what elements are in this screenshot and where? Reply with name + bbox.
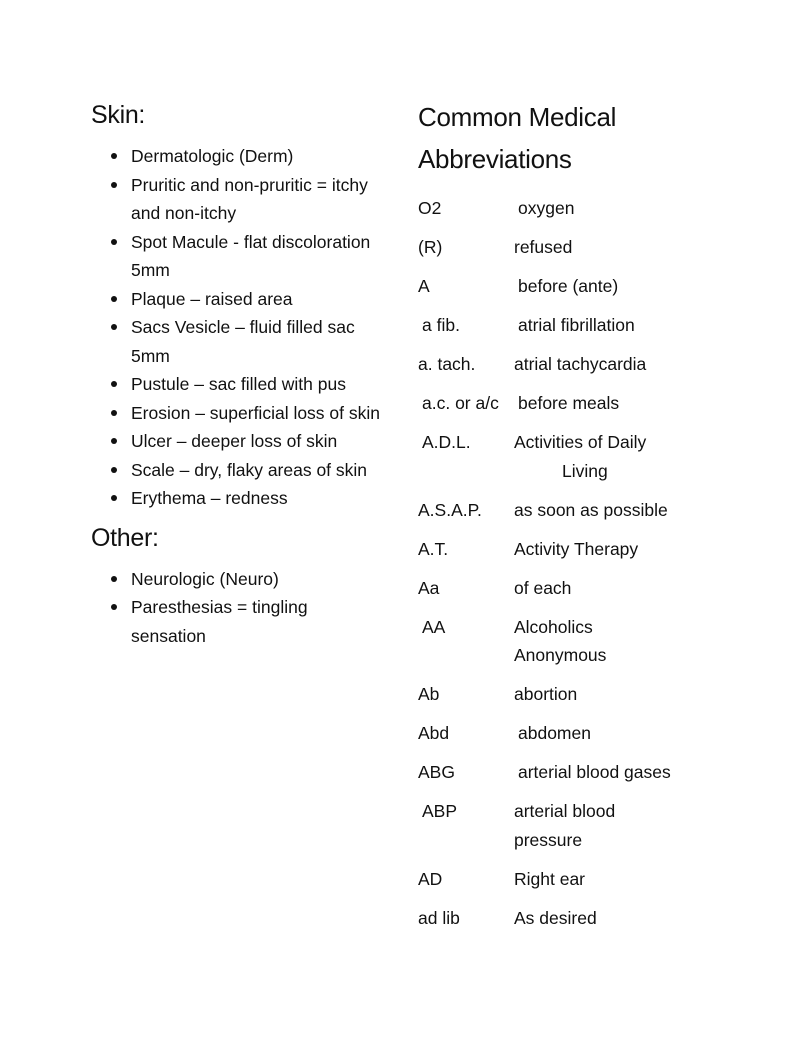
bullet-icon (111, 239, 117, 245)
abbr-definition: arterial blood gases (518, 762, 671, 782)
abbr-definition-line-1: Activities of Daily (514, 432, 647, 452)
list-item (91, 484, 381, 513)
bullet-icon (111, 153, 117, 159)
abbr-term: ABG (418, 762, 455, 782)
list-item-text: Paresthesias = tingling sensation (131, 597, 308, 646)
table-row (418, 350, 718, 379)
abbr-definition: as soon as possible (514, 499, 668, 520)
abbr-definition: oxygen (518, 198, 575, 218)
list-item (91, 399, 381, 428)
list-item (91, 171, 381, 228)
list-item-text: Scale – dry, flaky areas of skin (131, 459, 368, 480)
other-list (91, 565, 391, 651)
bullet-icon (111, 182, 117, 188)
abbr-definition: before meals (518, 393, 620, 413)
list-item (91, 285, 381, 314)
abbr-term: (R) (418, 237, 443, 257)
table-row (418, 535, 718, 564)
table-row (418, 680, 718, 709)
abbreviation-table (418, 194, 718, 932)
abbr-term: a fib. (422, 315, 460, 335)
table-row (418, 311, 718, 340)
skin-heading: Skin: (91, 101, 146, 129)
table-row (418, 719, 718, 748)
abbr-term: a.c. or a/c (422, 393, 499, 413)
other-heading: Other: (91, 523, 159, 552)
right-column (418, 96, 718, 943)
table-row (418, 389, 718, 418)
list-item-text: Pruritic and non-pruritic = itchy and non-itchy (131, 174, 368, 223)
table-row (418, 613, 718, 670)
table-row (418, 428, 718, 485)
list-item-text: Pustule – sac filled with pus (131, 374, 346, 394)
bullet-icon (111, 467, 117, 473)
abbr-term: A.S.A.P. (418, 499, 482, 520)
abbr-definition: arterial blood pressure (514, 801, 616, 850)
abbr-definition: As desired (514, 907, 597, 928)
abbr-definition: of each (514, 577, 572, 598)
bullet-icon (111, 381, 117, 387)
list-item-text: Sacs Vesicle – fluid filled sac 5mm (131, 317, 355, 366)
title-line-2: Abbreviations (418, 144, 572, 174)
abbr-term: AA (422, 616, 446, 637)
table-row (418, 904, 718, 933)
title-line-1: Common Medical (418, 102, 617, 132)
abbr-definition-line-2: Living (562, 460, 608, 481)
abbr-term: a. tach. (418, 354, 476, 374)
list-item (91, 593, 381, 650)
abbr-term: A.T. (418, 538, 449, 559)
abbr-definition: Right ear (514, 868, 586, 889)
list-item-text: Dermatologic (Derm) (131, 146, 294, 166)
abbr-definition: before (ante) (518, 276, 619, 296)
abbr-definition: abortion (514, 684, 578, 704)
abbr-definition: Activity Therapy (514, 538, 639, 559)
bullet-icon (111, 438, 117, 444)
table-row (418, 574, 718, 603)
bullet-icon (111, 324, 117, 330)
abbr-term: ABP (422, 801, 458, 821)
abbr-term: Abd (418, 723, 450, 743)
list-item (91, 142, 381, 171)
list-item-text: Spot Macule - flat discoloration 5mm (131, 231, 371, 280)
list-item (91, 565, 381, 594)
list-item (91, 313, 381, 370)
bullet-icon (111, 296, 117, 302)
table-row (418, 758, 718, 787)
abbr-definition: refused (514, 237, 573, 257)
list-item-text: Plaque – raised area (131, 288, 293, 309)
list-item-text: Ulcer – deeper loss of skin (131, 431, 338, 451)
bullet-icon (111, 576, 117, 582)
table-row (418, 194, 718, 223)
abbr-term: AD (418, 868, 443, 889)
list-item (91, 427, 381, 456)
abbr-definition: atrial fibrillation (518, 315, 635, 335)
table-row (418, 272, 718, 301)
abbr-term: O2 (418, 198, 442, 218)
table-row (418, 865, 718, 894)
list-item (91, 456, 381, 485)
skin-list (91, 142, 391, 513)
abbr-term: Ab (418, 684, 440, 704)
abbr-term: A.D.L. (422, 432, 471, 452)
bullet-icon (111, 410, 117, 416)
bullet-icon (111, 604, 117, 610)
abbr-definition: abdomen (518, 723, 591, 743)
list-item-text: Erythema – redness (131, 488, 288, 508)
table-row (418, 797, 718, 854)
list-item (91, 228, 381, 285)
abbr-term: ad lib (418, 907, 460, 928)
list-item (91, 370, 381, 399)
table-row (418, 496, 718, 525)
abbr-term: Aa (418, 577, 440, 598)
left-column (91, 98, 391, 650)
abbr-term: A (418, 276, 430, 296)
table-row (418, 233, 718, 262)
bullet-icon (111, 495, 117, 501)
abbr-definition (514, 428, 699, 485)
abbr-definition: atrial tachycardia (514, 354, 647, 374)
list-item-text: Erosion – superficial loss of skin (131, 402, 380, 423)
abbr-definition: Alcoholics Anonymous (514, 616, 607, 665)
page-title (418, 96, 718, 180)
list-item-text: Neurologic (Neuro) (131, 568, 279, 589)
